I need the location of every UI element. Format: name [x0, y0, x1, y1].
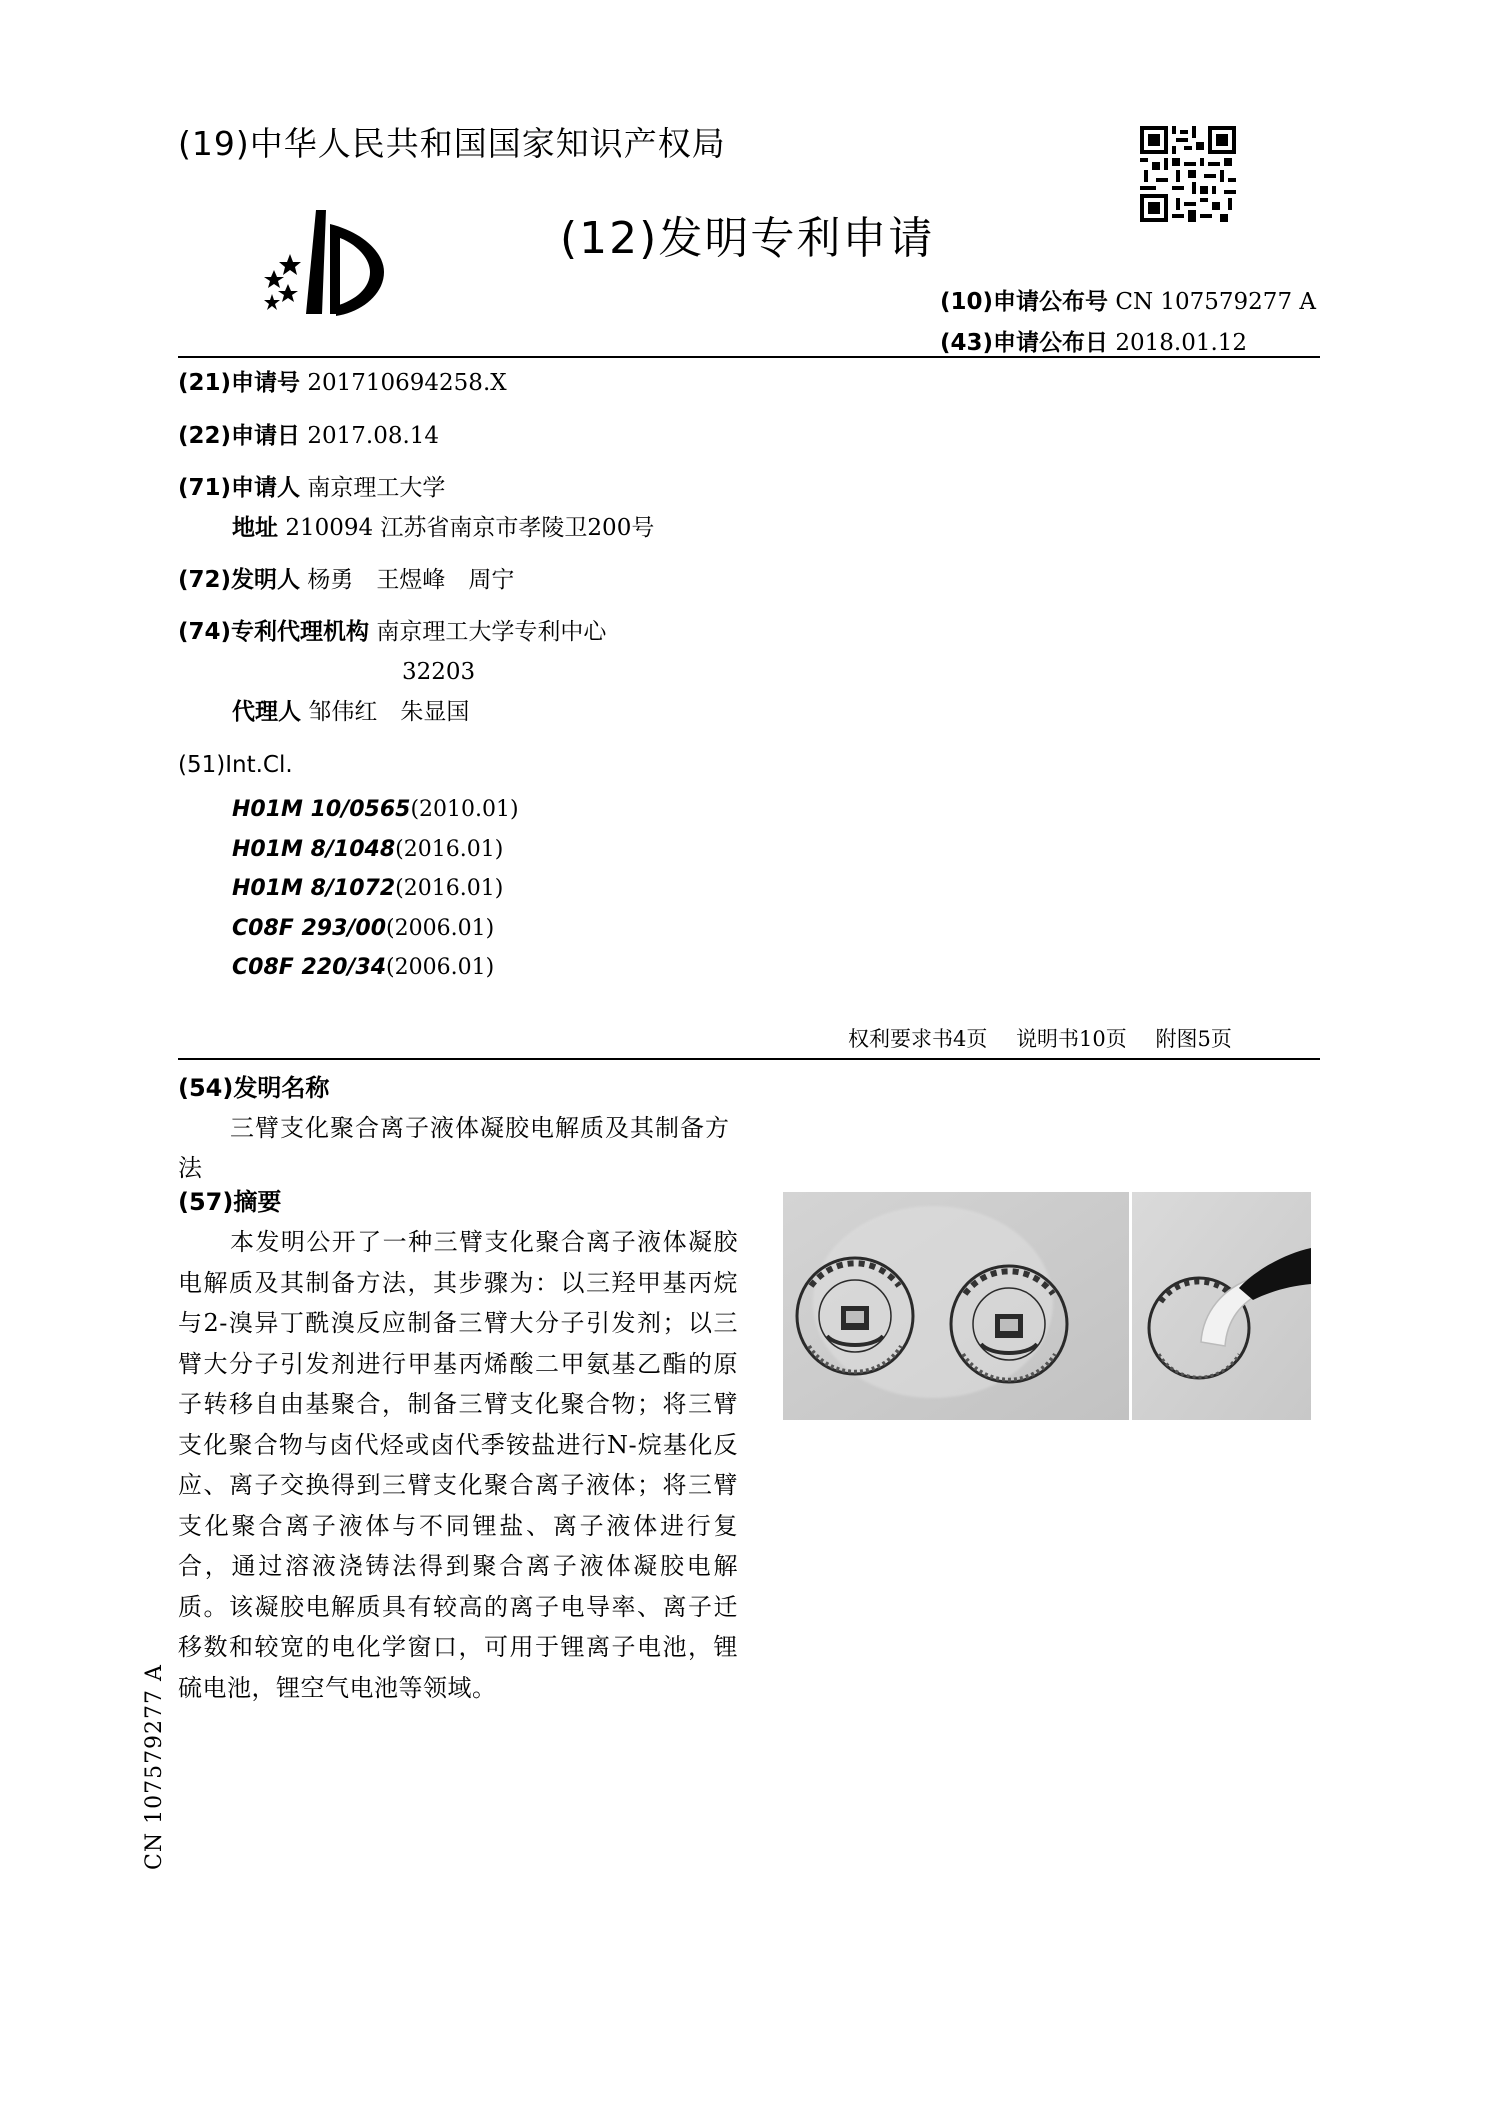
qr-code-icon — [1140, 126, 1236, 222]
publication-date — [940, 324, 1247, 357]
patent-agency-label: (74)专利代理机构 — [178, 619, 370, 645]
ipc-version: (2016.01) — [395, 876, 504, 901]
applicant-value: 南京理工大学 — [307, 475, 446, 501]
biblio-divider — [178, 1058, 1320, 1060]
header-divider — [178, 356, 1320, 358]
ipc-version: (2006.01) — [386, 915, 495, 941]
side-publication-number: CN 107579277 A — [142, 1664, 167, 1870]
inventors — [178, 565, 514, 595]
claims-pages: 权利要求书4页 — [848, 1027, 988, 1051]
inventors-label: (72)发明人 — [178, 567, 301, 593]
agents-value: 邹伟红 朱显国 — [308, 699, 470, 725]
application-date-value: 2017.08.14 — [307, 423, 440, 449]
invention-title: 三臂支化聚合离子液体凝胶电解质及其制备方法 — [178, 1114, 730, 1182]
description-pages: 说明书10页 — [1016, 1027, 1127, 1051]
ipc-label: (51)Int.Cl. — [178, 752, 293, 778]
publication-number — [940, 283, 1316, 316]
title-section-label: (54)发明名称 — [178, 1074, 330, 1102]
application-date-label: (22)申请日 — [178, 423, 301, 449]
application-number — [178, 368, 507, 398]
ipc-code: C08F 220/34 — [232, 955, 387, 980]
applicant-label: (71)申请人 — [178, 475, 301, 501]
ipc-entry — [232, 830, 519, 870]
publication-number-value: CN 107579277 A — [1115, 289, 1316, 315]
publication-number-label: (10)申请公布号 — [940, 289, 1109, 315]
ipc-version: (2016.01) — [395, 836, 504, 862]
ipc-code: H01M 10/0565 — [232, 797, 411, 822]
ipc-code: C08F 293/00 — [232, 915, 387, 941]
publication-date-label: (43)申请公布日 — [940, 330, 1109, 356]
application-date — [178, 421, 439, 451]
agents — [232, 697, 469, 727]
address-label: 地址 — [232, 515, 278, 541]
patent-agency-code: 32203 — [402, 659, 476, 685]
application-number-label: (21)申请号 — [178, 370, 301, 396]
patent-agency-value: 南京理工大学专利中心 — [376, 619, 607, 645]
office-name: (19)中华人民共和国国家知识产权局 — [178, 124, 726, 163]
inventors-value: 杨勇 王煜峰 周宁 — [307, 567, 515, 593]
abstract-section-label: (57)摘要 — [178, 1188, 282, 1216]
ipc-entry — [232, 790, 519, 830]
ipc-entry — [232, 909, 519, 949]
publication-date-value: 2018.01.12 — [1115, 330, 1248, 356]
page-counts — [848, 1023, 1254, 1053]
abstract-figure — [783, 1192, 1311, 1420]
ipc-code: H01M 8/1072 — [232, 876, 396, 901]
patent-agency — [178, 617, 606, 647]
address — [232, 513, 654, 543]
ipc-version: (2006.01) — [386, 955, 495, 980]
document-type: (12)发明专利申请 — [560, 213, 935, 264]
cnipa-logo-icon — [244, 202, 390, 318]
ipc-entry — [232, 869, 519, 909]
ipc-entry — [232, 948, 519, 988]
ipc-list — [232, 790, 519, 988]
application-number-value: 201710694258.X — [307, 370, 507, 396]
ipc-code: H01M 8/1048 — [232, 836, 396, 862]
address-value: 210094 江苏省南京市孝陵卫200号 — [285, 515, 655, 541]
applicant — [178, 473, 445, 503]
drawings-pages: 附图5页 — [1155, 1027, 1232, 1051]
agents-label: 代理人 — [232, 699, 301, 725]
abstract-text: 本发明公开了一种三臂支化聚合离子液体凝胶电解质及其制备方法，其步骤为：以三羟甲基丙烷与2-溴异丁酰溴反应制备三臂大分子引发剂；以三臂大分子引发剂进行甲基丙烯酸二甲氨基乙酯的原子转移自由基聚合，制备三臂支化聚合物；将三臂支化聚合物与卤代烃或卤代季铵盐进行N-烷基化反应、离子交换得到三臂支化聚合离子液体；将三臂支化聚合离子液体与不同锂盐、离子液体进行复合，通过溶液浇铸法得到聚合离子液体凝胶电解质。该凝胶电解质具有较高的离子电导率、离子迁移数和较宽的电化学窗口，可用于锂离子电池，锂硫电池，锂空气电池等领域。 — [178, 1228, 738, 1702]
ipc-version: (2010.01) — [410, 797, 519, 822]
